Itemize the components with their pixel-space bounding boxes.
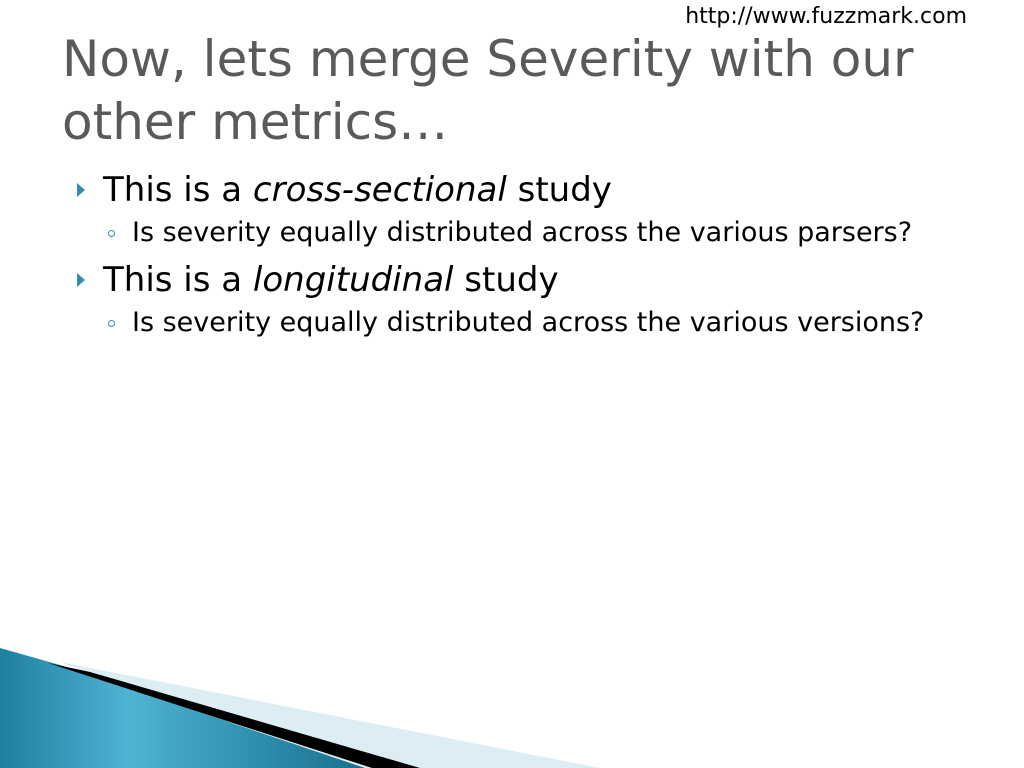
bullet-suffix: study (453, 260, 559, 300)
bullet-emphasis: longitudinal (252, 260, 454, 300)
bullet-emphasis: cross-sectional (252, 170, 507, 210)
bullet-suffix: study (506, 170, 612, 210)
bullet-prefix: This is a (103, 170, 253, 210)
url-footer: http://www.fuzzmark.com (685, 4, 967, 29)
bullet-prefix: This is a (103, 260, 253, 300)
sub-bullet-text: Is severity equally distributed across the various parsers? (132, 217, 913, 248)
teal-wedge-shape (0, 648, 365, 768)
sub-bullet-text: Is severity equally distributed across the various versions? (132, 307, 925, 338)
slide-title: Now, lets merge Severity with our other metrics… (62, 30, 914, 151)
